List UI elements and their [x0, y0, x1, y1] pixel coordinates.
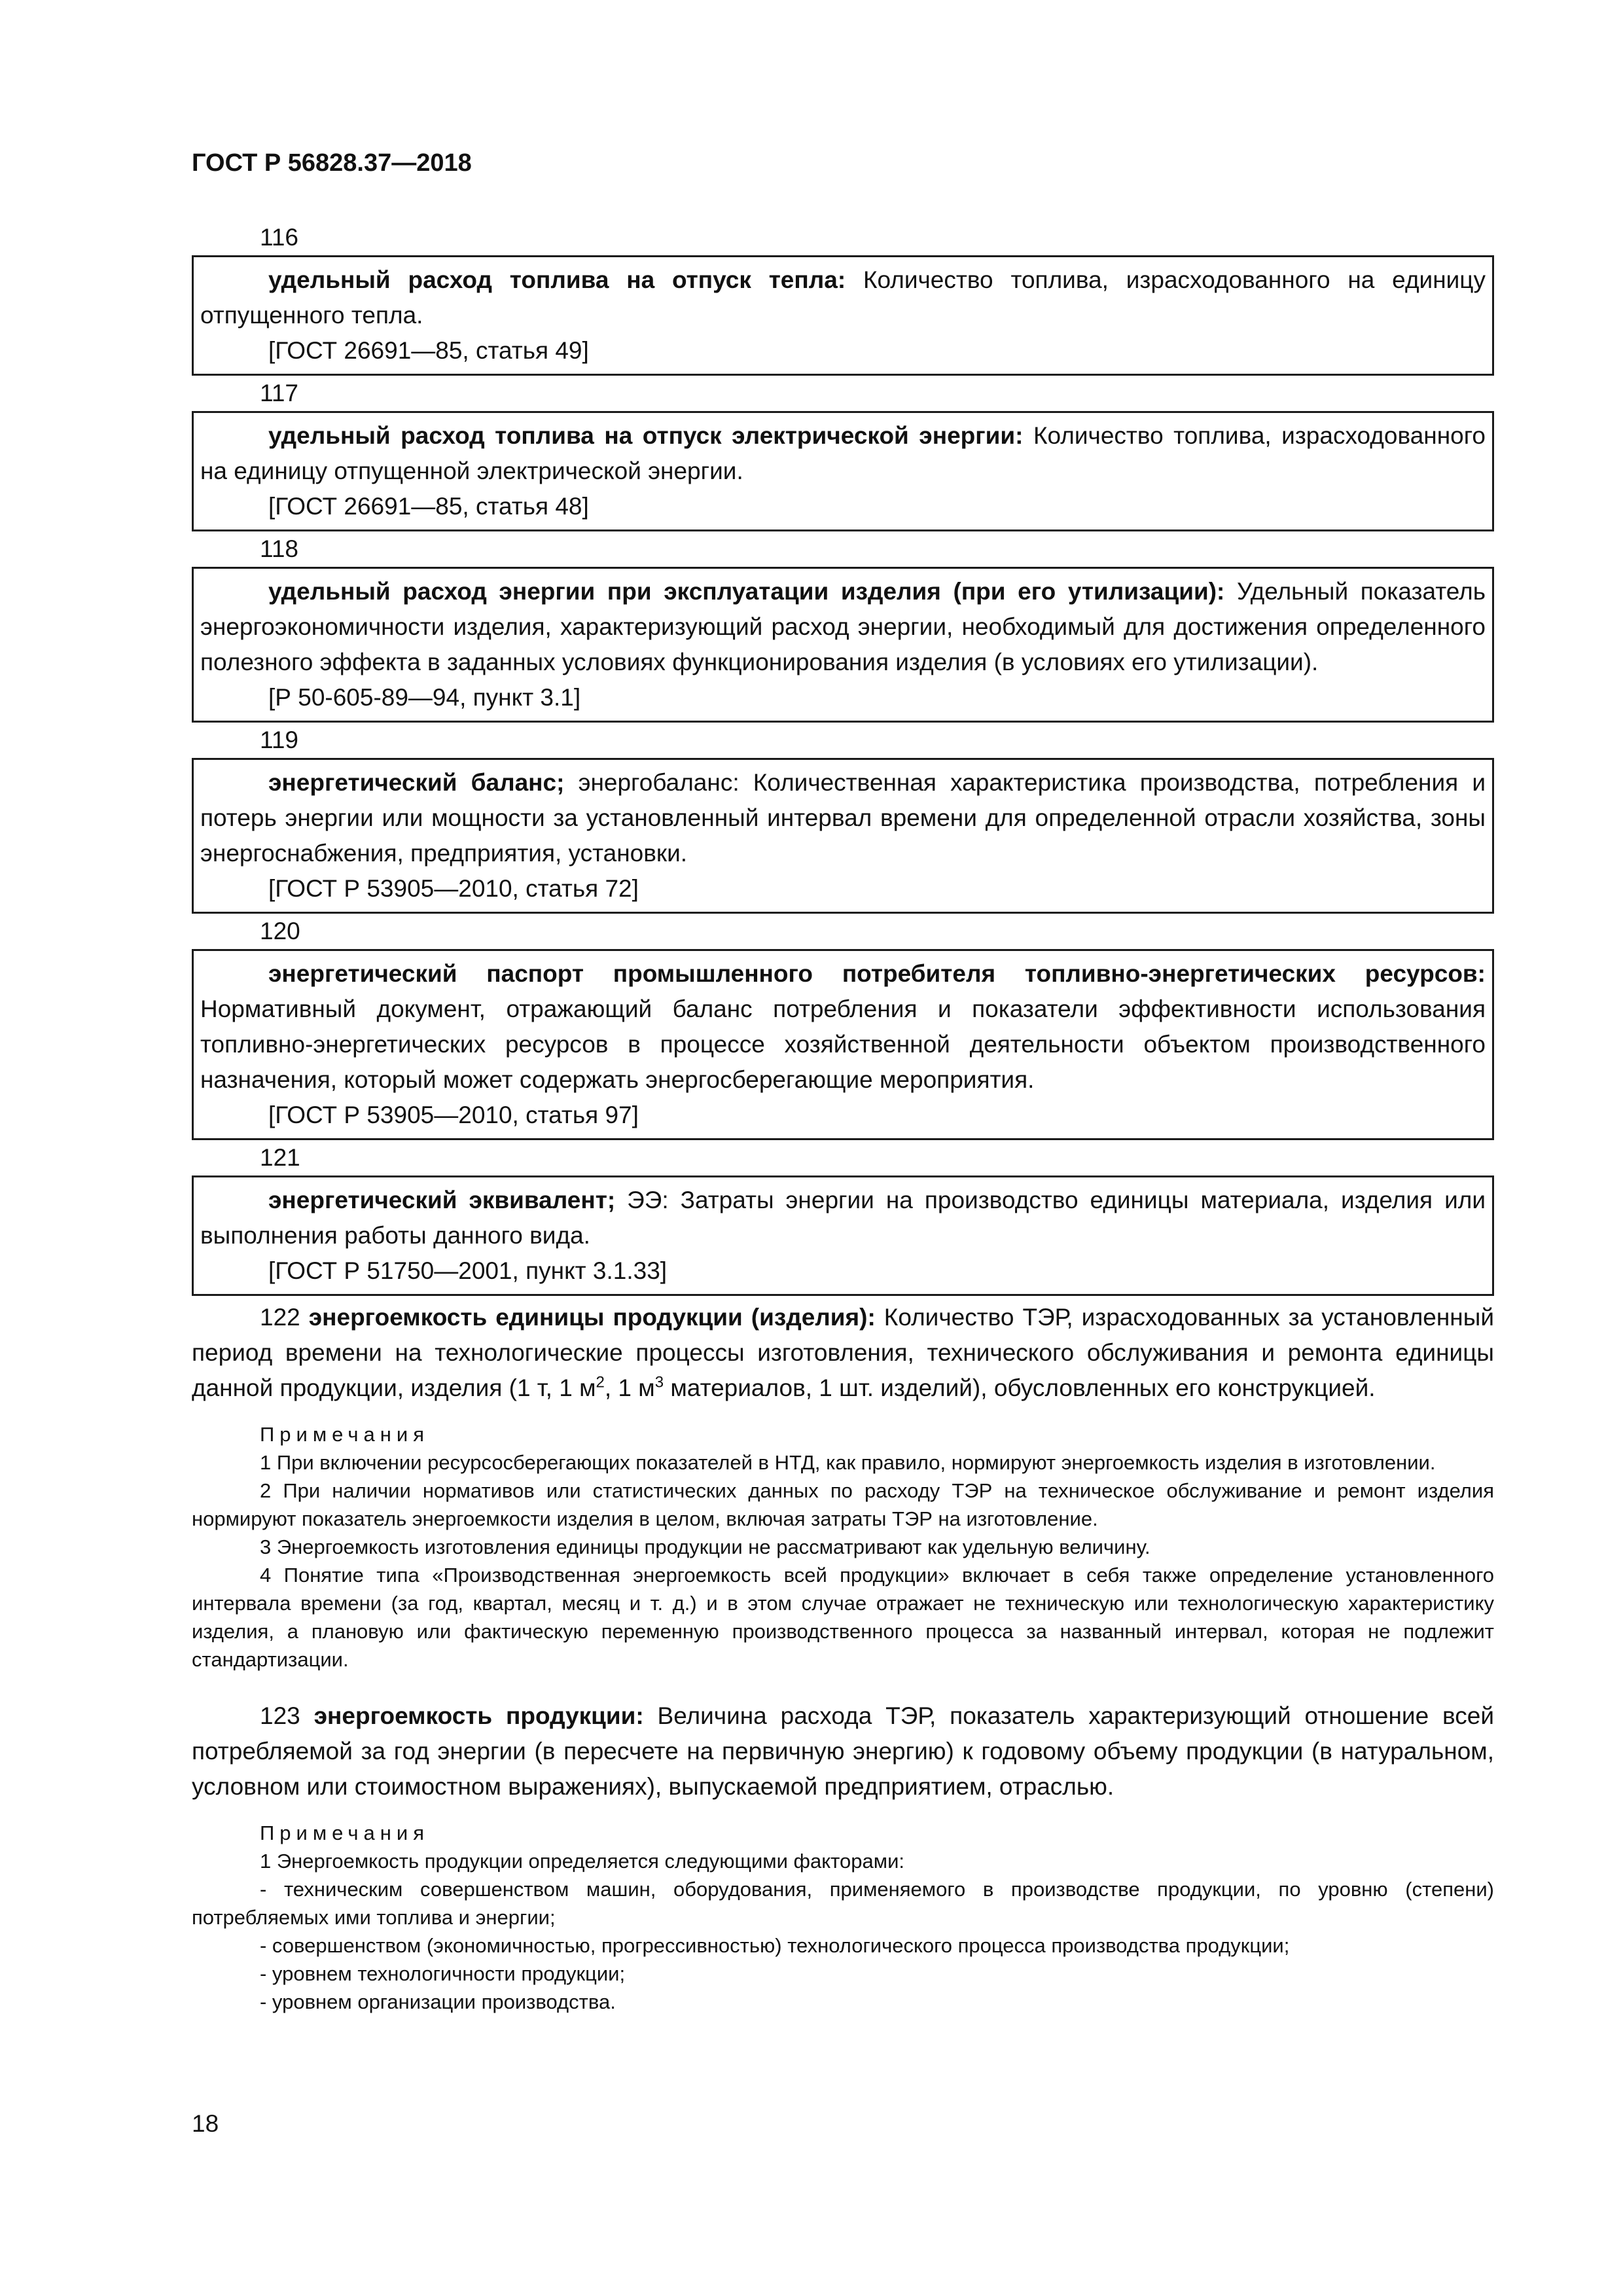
term-source: [ГОСТ 26691—85, статья 49]	[268, 337, 589, 364]
note-item: 4 Понятие типа «Производственная энергоемкость всей продукции» включает в себя также определение установленного интервала времени (за год, квартал, месяц и т. д.) и в этом случае отражает не техническую или технологическую характеристику изделия, а плановую или фактическую переменную производственного процесса за названный интервал, которая не подлежит стандартизации.	[192, 1564, 1494, 1671]
term-number: 121	[260, 1144, 300, 1171]
term-number: 116	[260, 224, 298, 251]
term-box	[192, 1175, 1494, 1296]
note-item: 1 При включении ресурсосберегающих показателей в НТД, как правило, нормируют энергоемкость изделия в изготовлении.	[260, 1451, 1436, 1474]
term-entry	[192, 1698, 1494, 1804]
term-title: энергоемкость единицы продукции (изделия):	[308, 1304, 876, 1331]
note-item: 2 При наличии нормативов или статистических данных по расходу ТЭР на техническое обслуживание и ремонт изделия нормируют показатель энергоемкости изделия в целом, включая затраты ТЭР на изготовление.	[192, 1479, 1494, 1530]
note-item: 3 Энергоемкость изготовления единицы продукции не рассматривают как удельную величину.	[260, 1535, 1150, 1558]
term-definition: материалов, 1 шт. изделий), обусловленных его конструкцией.	[664, 1374, 1376, 1401]
term-box	[192, 411, 1494, 531]
term-number: 122	[260, 1304, 300, 1331]
term-source: [Р 50-605-89—94, пункт 3.1]	[268, 684, 581, 711]
term-title: энергетический эквивалент;	[268, 1187, 616, 1213]
note-item: - уровнем технологичности продукции;	[260, 1962, 626, 1985]
term-source: [ГОСТ Р 53905—2010, статья 72]	[268, 875, 639, 902]
notes-block	[192, 1420, 1494, 1674]
notes-title: Примечания	[260, 1821, 429, 1844]
term-number: 118	[260, 535, 298, 562]
term-definition: , 1 м	[604, 1374, 655, 1401]
term-box	[192, 949, 1494, 1140]
term-title: удельный расход топлива на отпуск электрической энергии:	[268, 422, 1024, 449]
notes-title: Примечания	[260, 1423, 429, 1446]
term-number: 117	[260, 380, 298, 406]
term-definition: энергобаланс: Количественная характеристика производства, потребления и потерь энергии или мощности за установленный интервал времени для определенной отрасли хозяйства, зоны энергоснабжения, предприятия, установки.	[200, 769, 1486, 867]
document-header: ГОСТ Р 56828.37—2018	[192, 149, 472, 177]
document-body	[192, 220, 1494, 2016]
note-item: 1 Энергоемкость продукции определяется следующими факторами:	[260, 1850, 904, 1873]
term-number: 119	[260, 726, 298, 753]
term-title: энергоемкость продукции:	[313, 1702, 644, 1729]
note-item: - техническим совершенством машин, оборудования, применяемого в производстве продукции, по уровню (степени) потребляемых ими топлива и энергии;	[192, 1878, 1494, 1929]
superscript: 2	[596, 1373, 605, 1391]
term-definition: ЭЭ: Затраты энергии на производство единицы материала, изделия или выполнения работы данного вида.	[200, 1187, 1486, 1249]
term-title: энергетический баланс;	[268, 769, 565, 796]
term-definition: Количество топлива, израсходованного на единицу отпущенного тепла.	[200, 266, 1486, 329]
term-source: [ГОСТ Р 51750—2001, пункт 3.1.33]	[268, 1257, 668, 1284]
superscript: 3	[654, 1373, 664, 1391]
term-definition: Величина расхода ТЭР, показатель характеризующий отношение всей потребляемой за год энергии (в пересчете на первичную энергию) к годовому объему продукции (в натуральном, условном или стоимостном выражениях), выпускаемой предприятием, отраслью.	[192, 1702, 1494, 1800]
term-source: [ГОСТ 26691—85, статья 48]	[268, 493, 589, 520]
term-box	[192, 758, 1494, 914]
term-definition: Количество ТЭР, израсходованных за установленный период времени на технологические процессы изготовления, технического обслуживания и ремонта единицы данной продукции, изделия (1 т, 1 м	[192, 1304, 1494, 1401]
term-title: удельный расход энергии при эксплуатации изделия (при его утилизации):	[268, 578, 1225, 605]
note-item: - совершенством (экономичностью, прогрессивностью) технологического процесса производства продукции;	[260, 1934, 1290, 1957]
page-number: 18	[192, 2110, 219, 2137]
term-definition: Нормативный документ, отражающий баланс потребления и показатели эффективности использования топливно-энергетических ресурсов в процессе хозяйственной деятельности объектом производственного назначения, который может содержать энергосберегающие мероприятия.	[200, 996, 1486, 1093]
term-title: удельный расход топлива на отпуск тепла:	[268, 266, 846, 293]
term-definition: Удельный показатель энергоэкономичности изделия, характеризующий расход энергии, необходимый для достижения определенного полезного эффекта в заданных условиях функционирования изделия (в условиях его утилизации).	[200, 578, 1486, 675]
term-number: 123	[260, 1702, 300, 1729]
term-box	[192, 255, 1494, 376]
term-entry	[192, 1300, 1494, 1406]
notes-block	[192, 1819, 1494, 2016]
term-title: энергетический паспорт промышленного потребителя топливно-энергетических ресурсов:	[268, 960, 1486, 987]
note-item: - уровнем организации производства.	[260, 1990, 616, 2013]
term-box	[192, 567, 1494, 723]
term-source: [ГОСТ Р 53905—2010, статья 97]	[268, 1102, 639, 1128]
term-number: 120	[260, 918, 300, 944]
term-definition: Количество топлива, израсходованного на единицу отпущенной электрической энергии.	[200, 422, 1486, 484]
